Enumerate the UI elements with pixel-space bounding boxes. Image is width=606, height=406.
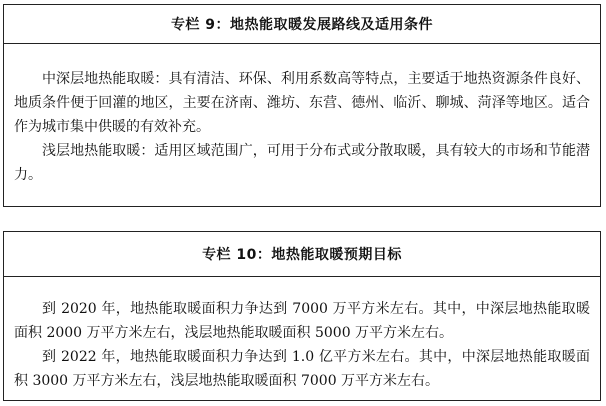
paragraph-shallow-geothermal: 浅层地热能取暖：适用区域范围广，可用于分布式或分散取暖，具有较大的市场和节能潜力。	[14, 143, 590, 183]
column-body	[4, 44, 600, 187]
paragraph-target-2020: 到 2020 年，地热能取暖面积力争达到 7000 万平方米左右。其中，中深层地热能取暖面积 2000 万平方米左右，浅层地热能取暖面积 5000 万平方米左右。	[14, 301, 590, 341]
paragraph-deep-geothermal: 中深层地热能取暖：具有清洁、环保、利用系数高等特点，主要适于地热资源条件良好、地质条件便于回灌的地区，主要在济南、潍坊、东营、德州、临沂、聊城、菏泽等地区。适合作为城市集中供暖的有效补充。	[14, 71, 590, 135]
paragraph-target-2022: 到 2022 年，地热能取暖面积力争达到 1.0 亿平方米左右。其中，中深层地热能取暖面积 3000 万平方米左右，浅层地热能取暖面积 7000 万平方米左右。	[14, 349, 590, 389]
column-body	[4, 277, 600, 393]
column-title: 专栏 9：地热能取暖发展路线及适用条件	[4, 5, 600, 44]
column-box-10	[3, 231, 601, 401]
column-box-9	[3, 4, 601, 207]
column-title: 专栏 10：地热能取暖预期目标	[4, 232, 600, 277]
